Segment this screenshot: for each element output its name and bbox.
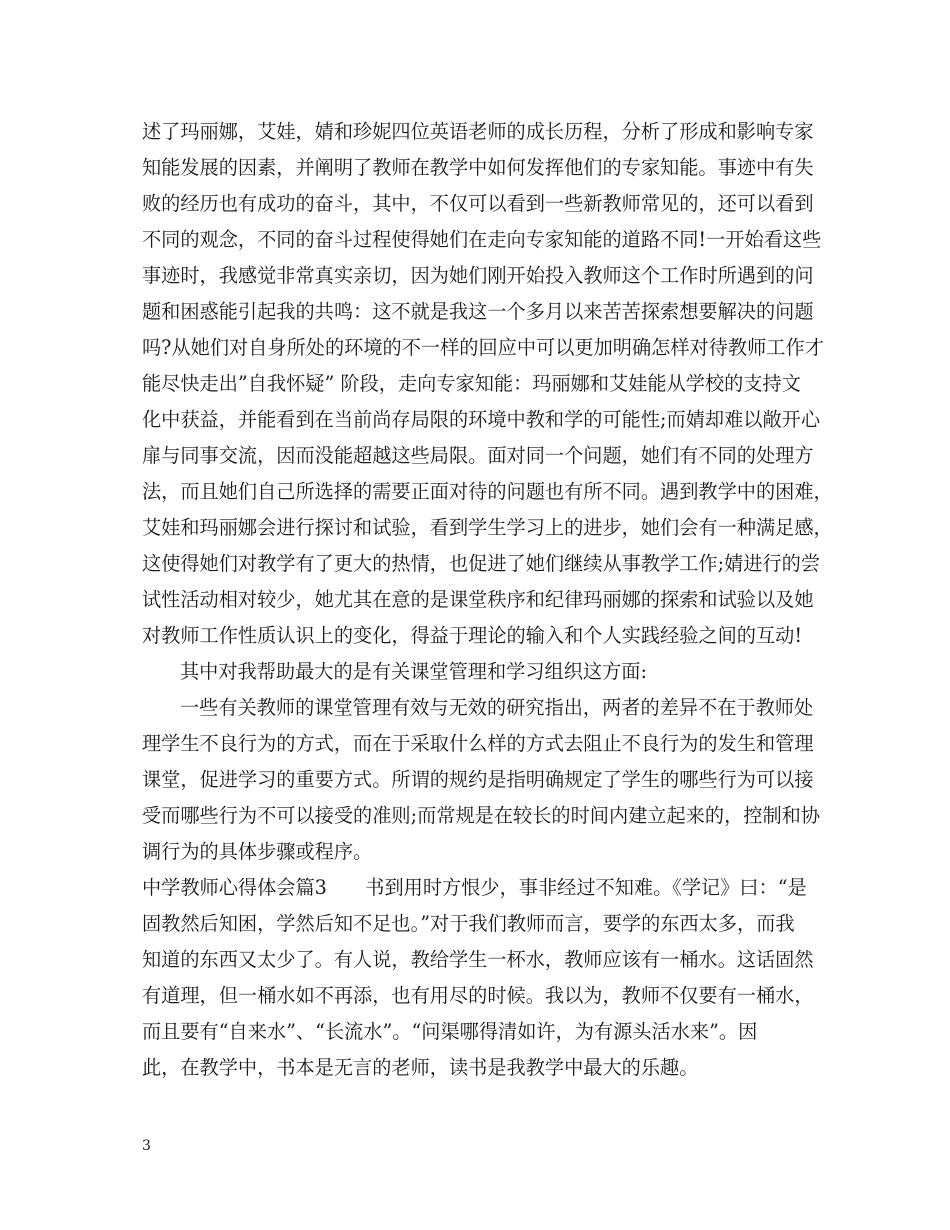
body-line: 败的经历也有成功的奋斗，其中，不仅可以看到一些新教师常见的，还可以看到 — [142, 192, 814, 215]
body-line: 能尽快走出”自我怀疑” 阶段，走向专家知能：玛丽娜和艾娃能从学校的支持文 — [142, 372, 801, 395]
paragraph-first-line: 一些有关教师的课堂管理有效与无效的研究指出，两者的差异不在于教师处 — [180, 696, 814, 719]
body-line: 对教师工作性质认识上的变化，得益于理论的输入和个人实践经验之间的互动! — [142, 624, 803, 647]
body-line: 而且要有“自来水”、“长流水”。“问渠哪得清如许，为有源头活水来”。因 — [142, 1020, 758, 1043]
paragraph-first-line: 其中对我帮助最大的是有关课堂管理和学习组织这方面: — [180, 660, 647, 683]
body-line: 化中获益，并能看到在当前尚存局限的环境中教和学的可能性;而婧却难以敞开心 — [142, 408, 821, 431]
page-number: 3 — [142, 1138, 151, 1154]
body-line: 有道理，但一桶水如不再添，也有用尽的时候。我以为，教师不仅要有一桶水， — [142, 984, 814, 1007]
body-line: 事迹时，我感觉非常真实亲切，因为她们刚开始投入教师这个工作时所遇到的问 — [142, 264, 814, 287]
body-line: 不同的观念，不同的奋斗过程使得她们在走向专家知能的道路不同!一开始看这些 — [142, 228, 822, 251]
body-line: 这使得她们对教学有了更大的热情，也促进了她们继续从事教学工作;婧进行的尝 — [142, 552, 821, 575]
body-line: 调行为的具体步骤或程序。 — [142, 840, 373, 863]
section-heading-line: 中学教师心得体会篇3 书到用时方恨少，事非经过不知难。《学记》曰：“是 — [142, 876, 807, 899]
body-line: 知能发展的因素，并阐明了教师在教学中如何发挥他们的专家知能。事迹中有失 — [142, 156, 814, 179]
body-line: 艾娃和玛丽娜会进行探讨和试验，看到学生学习上的进步，她们会有一种满足感， — [142, 516, 833, 539]
body-line: 此，在教学中，书本是无言的老师，读书是我教学中最大的乐趣。 — [142, 1056, 699, 1079]
body-line: 题和困惑能引起我的共鸣：这不就是我这一个多月以来苦苦探索想要解决的问题 — [142, 300, 814, 323]
body-line: 课堂，促进学习的重要方式。所谓的规约是指明确规定了学生的哪些行为可以接 — [142, 768, 814, 791]
body-line: 吗?从她们对自身所处的环境的不一样的回应中可以更加明确怎样对待教师工作才 — [142, 336, 824, 359]
body-line: 法，而且她们自己所选择的需要正面对待的问题也有所不同。遇到教学中的困难， — [142, 480, 833, 503]
body-line: 受而哪些行为不可以接受的准则;而常规是在较长的时间内建立起来的，控制和协 — [142, 804, 821, 827]
body-line: 固教然后知困，学然后知不足也。”对于我们教师而言，要学的东西太多，而我 — [142, 912, 795, 935]
body-line: 知道的东西又太少了。有人说，教给学生一杯水，教师应该有一桶水。这话固然 — [142, 948, 814, 971]
body-line: 述了玛丽娜，艾娃，婧和珍妮四位英语老师的成长历程，分析了形成和影响专家 — [142, 120, 814, 143]
body-line: 理学生不良行为的方式，而在于采取什么样的方式去阻止不良行为的发生和管理 — [142, 732, 814, 755]
body-line: 试性活动相对较少，她尤其在意的是课堂秩序和纪律玛丽娜的探索和试验以及她 — [142, 588, 814, 611]
body-line: 扉与同事交流，因而没能超越这些局限。面对同一个问题，她们有不同的处理方 — [142, 444, 814, 467]
